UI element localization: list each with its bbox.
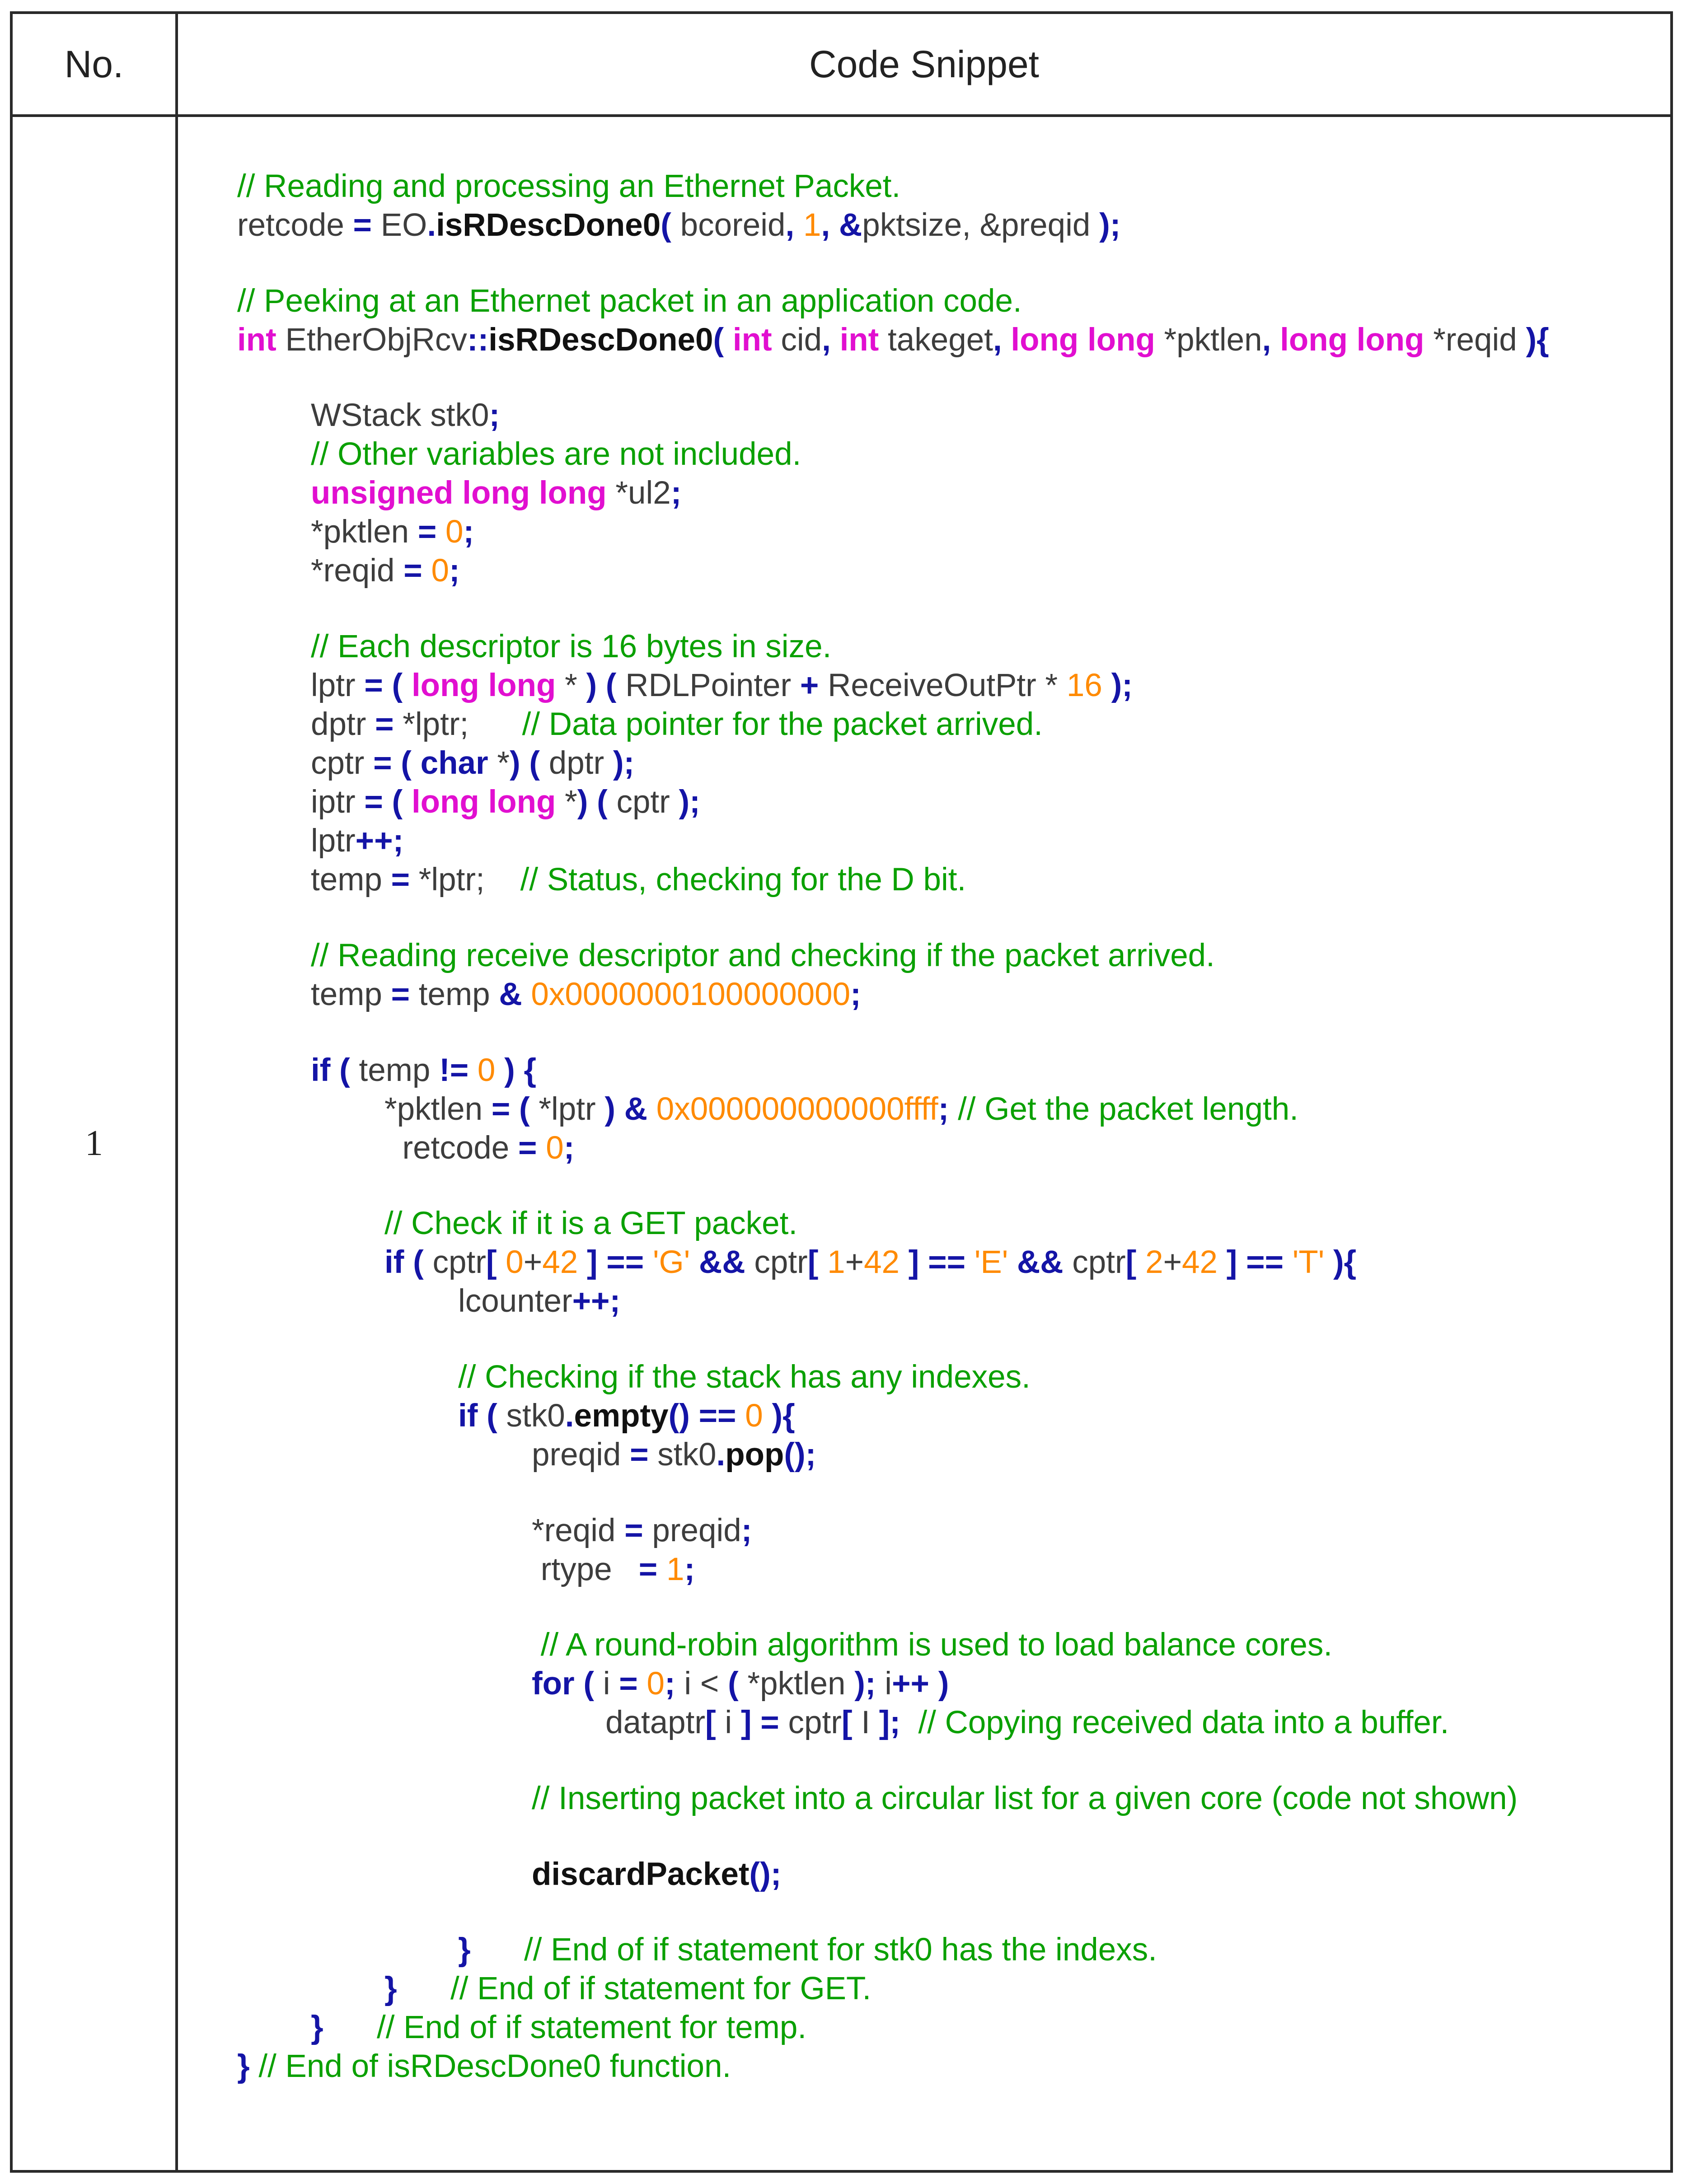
code-token: 0 [745, 1398, 763, 1434]
code-token: != [439, 1052, 469, 1088]
code-token: ); [613, 745, 635, 781]
code-token: // Each descriptor is 16 bytes in size. [311, 629, 832, 665]
code-token: 'G' [652, 1244, 690, 1281]
code-token: ) { [504, 1052, 537, 1088]
code-token: ){ [772, 1398, 795, 1434]
code-token [471, 1932, 524, 1968]
code-line [384, 1969, 871, 2008]
code-token: 'E' [974, 1244, 1008, 1281]
code-token [497, 1244, 506, 1280]
code-token [537, 1130, 546, 1166]
code-token [830, 207, 839, 243]
code-token: // Inserting packet into a circular list for a given core (code not shown) [532, 1781, 1518, 1816]
code-token: ; [850, 976, 861, 1012]
code-token: // Peeking at an Ethernet packet in an application code. [237, 283, 1022, 319]
code-token: } [384, 1971, 397, 2007]
code-line [384, 1090, 1298, 1129]
row-number: 1 [85, 1123, 103, 1163]
code-token: // Reading and processing an Ethernet Packet. [237, 168, 901, 204]
code-line [384, 1243, 1356, 1282]
code-token: * [488, 745, 510, 781]
code-line [311, 396, 500, 435]
code-token: long long [1011, 322, 1155, 358]
code-token: . [716, 1436, 726, 1473]
code-line [237, 206, 1120, 245]
code-line [532, 1665, 949, 1703]
code-token [900, 1244, 909, 1280]
code-token: = ( [364, 784, 403, 820]
code-token: 0 [546, 1130, 564, 1166]
code-token: cptr [779, 1705, 842, 1741]
code-token: = [624, 1512, 643, 1548]
code-token: *pktlen [1155, 322, 1262, 358]
code-token: i < [675, 1666, 728, 1702]
code-token [250, 2048, 259, 2084]
code-line [311, 822, 403, 861]
code-token: long long [411, 784, 556, 820]
code-token: stk0 [497, 1398, 565, 1434]
code-token [900, 1705, 918, 1740]
code-line [384, 1129, 574, 1168]
code-token: 42 [864, 1244, 900, 1281]
code-token: * [556, 668, 586, 704]
code-token: *pktlen [384, 1091, 492, 1127]
code-token [638, 1666, 647, 1702]
code-token: = [403, 553, 422, 589]
code-token [647, 1091, 656, 1127]
code-token: ; [664, 1666, 675, 1702]
code-token: cptr [745, 1244, 808, 1281]
code-token: cptr [1063, 1244, 1126, 1281]
code-token [422, 553, 431, 589]
header-code-snippet: Code Snippet [809, 42, 1040, 85]
code-line [311, 474, 681, 513]
code-token: // Get the packet length. [958, 1091, 1298, 1127]
code-line [532, 1626, 1332, 1665]
code-token: ; [670, 475, 682, 511]
code-token: long long [411, 668, 556, 704]
code-token: [ [486, 1244, 497, 1281]
code-token: 0 [647, 1666, 665, 1702]
code-line [532, 1436, 816, 1474]
code-line [532, 1779, 1518, 1818]
code-token: cptr [423, 1244, 486, 1281]
code-token: dptr [311, 706, 375, 743]
code-token [469, 1052, 478, 1088]
code-token: ; [489, 398, 500, 434]
code-token: i [716, 1705, 741, 1741]
code-token: = ( [364, 668, 403, 704]
code-token: = [630, 1436, 649, 1473]
code-token: 2 [1145, 1244, 1163, 1281]
code-token: *reqid [1424, 322, 1526, 358]
code-token: *ul2 [606, 475, 671, 511]
code-token: long long [1280, 322, 1424, 358]
code-token [478, 1398, 487, 1434]
code-token: bcoreid [671, 207, 786, 243]
code-token: ( [661, 207, 671, 243]
code-token: ) ( [577, 784, 608, 820]
code-token: = [391, 976, 410, 1012]
code-token: + [523, 1244, 543, 1281]
code-token: . [565, 1398, 574, 1434]
code-token: cptr [607, 784, 679, 820]
code-token: discardPacket [532, 1856, 750, 1892]
code-line [311, 975, 861, 1014]
code-token [1002, 322, 1011, 358]
code-token: // A round-robin algorithm is used to load balance cores. [540, 1627, 1333, 1663]
code-token: = [353, 207, 372, 243]
code-token: = ( [373, 745, 412, 781]
code-line [237, 321, 1549, 360]
code-token: ); [679, 784, 700, 820]
code-line [532, 1855, 781, 1894]
code-token: ; [938, 1091, 949, 1127]
code-token: = [375, 706, 394, 743]
code-line [311, 666, 1133, 705]
code-token: ; [463, 514, 474, 550]
code-token: & [839, 207, 862, 243]
code-token: pop [725, 1436, 784, 1473]
code-token: ) ( [586, 668, 617, 704]
code-token: cptr [311, 745, 374, 781]
code-token: unsigned long long [311, 475, 607, 511]
code-line [311, 783, 700, 822]
code-token: ) [938, 1666, 949, 1702]
code-token: *pktlen [311, 514, 418, 550]
code-token [763, 1398, 772, 1434]
code-token: for [532, 1666, 575, 1702]
code-token [403, 784, 412, 820]
code-token [578, 1244, 587, 1280]
code-token: } [237, 2048, 250, 2085]
code-token: temp [410, 976, 499, 1012]
code-token: ){ [1333, 1244, 1357, 1281]
code-token: ( [713, 322, 724, 358]
code-token: temp [311, 976, 391, 1012]
column-divider [175, 14, 178, 2170]
code-token: ( [583, 1666, 595, 1702]
code-token: i [876, 1666, 892, 1702]
code-token [1271, 322, 1280, 358]
code-token: = [518, 1130, 537, 1166]
code-token: ] == [908, 1244, 966, 1281]
code-token: isRDescDone0 [488, 322, 713, 358]
code-token: ; [684, 1551, 695, 1587]
code-token: *pktlen [738, 1666, 855, 1702]
code-token: , [785, 207, 795, 243]
code-token: [ [807, 1244, 819, 1281]
code-token: I [852, 1705, 879, 1741]
code-token: 0 [431, 553, 449, 589]
code-token: dptr [540, 745, 613, 781]
code-token [929, 1666, 938, 1702]
code-token [522, 977, 531, 1012]
code-token: = [417, 514, 437, 550]
code-token: ){ [1526, 322, 1549, 358]
code-token: ReceiveOutPtr * [819, 668, 1067, 704]
code-token: (); [749, 1856, 782, 1892]
code-token: // Copying received data into a buffer. [918, 1705, 1449, 1741]
code-token: dataptr [605, 1705, 706, 1741]
code-line [311, 936, 1215, 975]
code-token: :: [467, 322, 489, 358]
code-token: && [699, 1244, 745, 1281]
code-token: lcounter [458, 1283, 572, 1319]
code-token: // Reading receive descriptor and checking if the packet arrived. [311, 937, 1215, 973]
code-token [1102, 668, 1111, 703]
code-token: ; [741, 1512, 752, 1548]
code-token: iptr [311, 784, 365, 820]
code-token: ( [413, 1244, 424, 1281]
code-token [657, 1552, 666, 1587]
code-token [575, 1666, 584, 1702]
code-token: [ [1125, 1244, 1137, 1281]
code-token: cid [772, 322, 822, 358]
code-token: if [384, 1244, 404, 1281]
code-token: 0 [477, 1052, 496, 1088]
code-line [458, 1397, 795, 1436]
code-token: *lptr; [410, 862, 520, 898]
code-line [532, 1550, 695, 1589]
code-line [237, 2047, 731, 2086]
code-token [412, 745, 421, 781]
code-token: WStack stk0 [311, 398, 489, 434]
code-token: *reqid [532, 1512, 625, 1548]
code-token: 16 [1066, 668, 1102, 704]
code-token: ) & [604, 1091, 648, 1127]
code-line [311, 705, 1043, 744]
code-line [458, 1358, 1031, 1397]
code-token [965, 1244, 975, 1280]
code-token: // End of if statement for GET. [450, 1971, 871, 2007]
code-line [311, 744, 634, 783]
code-token [818, 1244, 827, 1280]
code-token: ] == [586, 1244, 644, 1281]
code-line [311, 552, 460, 590]
code-token: if [458, 1398, 478, 1434]
code-token: 0x000000000000ffff [656, 1091, 938, 1127]
code-token: () == [668, 1398, 736, 1434]
code-token [1008, 1244, 1017, 1280]
code-token: lptr [311, 823, 356, 859]
code-token: char [420, 745, 488, 781]
code-token: int [237, 322, 276, 358]
code-token: *reqid [311, 553, 404, 589]
code-token: if [311, 1052, 331, 1088]
code-token: ) ( [510, 745, 540, 781]
code-token: takeget [879, 322, 993, 358]
code-token: ); [854, 1666, 876, 1702]
code-token: ( [339, 1052, 350, 1088]
code-token: retcode [384, 1130, 518, 1166]
code-token: ( [728, 1666, 739, 1702]
code-token: ); [1099, 207, 1121, 243]
code-token: * [556, 784, 577, 820]
code-token: 0 [506, 1244, 524, 1281]
code-token: // End of if statement for temp. [377, 2010, 807, 2046]
code-token: // End of isRDescDone0 function. [258, 2048, 731, 2085]
code-token [436, 514, 445, 550]
code-token: temp [311, 862, 391, 898]
code-token: stk0 [648, 1436, 717, 1473]
code-token: ++; [355, 823, 404, 859]
code-token: 0 [445, 514, 464, 550]
code-token [1284, 1244, 1293, 1280]
code-token [1324, 1244, 1333, 1280]
code-token: ] = [740, 1705, 779, 1741]
code-token: retcode [237, 207, 353, 243]
code-token: 1 [827, 1244, 845, 1281]
code-token: [ [705, 1705, 716, 1741]
code-token: // Checking if the stack has any indexes. [458, 1359, 1031, 1395]
code-line [311, 627, 831, 666]
code-token [403, 668, 412, 703]
code-token: // End of if statement for stk0 has the indexs. [524, 1932, 1157, 1968]
code-token: preqid [643, 1512, 741, 1548]
code-token: } [458, 1932, 471, 1968]
code-token [644, 1244, 653, 1280]
code-line [532, 1511, 752, 1550]
code-token: i [594, 1666, 619, 1702]
code-token: isRDescDone0 [436, 207, 661, 243]
code-token: + [1163, 1244, 1182, 1281]
code-line [311, 861, 966, 899]
code-token [794, 207, 803, 243]
code-token: ; [449, 553, 460, 589]
code-token [831, 322, 840, 358]
code-line [605, 1703, 1449, 1742]
code-token: ] == [1226, 1244, 1284, 1281]
code-line [384, 1204, 797, 1243]
code-line [237, 167, 900, 206]
code-token: empty [574, 1398, 669, 1434]
code-token [736, 1398, 745, 1434]
code-token: ( [487, 1398, 497, 1434]
code-token: . [427, 207, 436, 243]
code-token: , [822, 322, 831, 358]
code-token: EtherObjRcv [276, 322, 467, 358]
code-token [404, 1244, 413, 1280]
code-token [1218, 1244, 1227, 1280]
code-token [397, 1971, 450, 2006]
code-token [330, 1052, 339, 1088]
code-token: preqid [532, 1436, 630, 1473]
code-token [1136, 1244, 1145, 1280]
code-token: ++; [572, 1283, 621, 1319]
code-line [311, 435, 801, 474]
code-token: 1 [803, 207, 821, 243]
code-token: (); [784, 1436, 816, 1473]
code-line [311, 513, 474, 552]
code-token: , [821, 207, 830, 243]
code-token [724, 322, 733, 358]
code-token: rtype [532, 1551, 639, 1587]
code-token: } [311, 2010, 323, 2046]
code-token: // Other variables are not included. [311, 436, 801, 472]
code-token: // Data pointer for the packet arrived. [522, 706, 1043, 743]
code-token: 42 [542, 1244, 578, 1281]
code-line [458, 1282, 620, 1321]
code-line [458, 1931, 1157, 1969]
code-token: *lptr; [394, 706, 522, 743]
header-no: No. [64, 42, 124, 85]
code-token [690, 1244, 699, 1280]
code-token: && [1017, 1244, 1064, 1281]
code-token: int [839, 322, 879, 358]
code-token: lptr [311, 668, 365, 704]
code-token: int [732, 322, 772, 358]
code-token: , [993, 322, 1002, 358]
code-token [949, 1091, 958, 1127]
code-token: = ( [491, 1091, 530, 1127]
code-token: [ [841, 1705, 853, 1741]
code-token: pktsize, &preqid [862, 207, 1100, 243]
code-line [311, 2008, 806, 2047]
code-token: temp [350, 1052, 440, 1088]
code-token: // Status, checking for the D bit. [520, 862, 966, 898]
code-token: 0x0000000100000000 [531, 976, 851, 1012]
code-token: 1 [666, 1551, 684, 1587]
code-token: EO [372, 207, 427, 243]
code-line [237, 282, 1022, 321]
code-token: = [391, 862, 410, 898]
code-token: & [499, 976, 522, 1012]
header-divider [13, 114, 1670, 117]
code-token: ]; [879, 1705, 901, 1741]
code-token: ++ [892, 1666, 929, 1702]
code-token: ); [1111, 668, 1133, 704]
code-token: // Check if it is a GET packet. [384, 1206, 798, 1242]
code-token: + [845, 1244, 864, 1281]
code-token: ; [563, 1130, 575, 1166]
code-token: = [619, 1666, 638, 1702]
code-token [323, 2010, 377, 2045]
code-token: = [638, 1551, 658, 1587]
code-line [311, 1051, 536, 1090]
code-token: 42 [1182, 1244, 1218, 1281]
code-token [532, 1627, 541, 1663]
code-token: *lptr [529, 1091, 605, 1127]
code-token: + [800, 668, 819, 704]
code-token: , [1262, 322, 1271, 358]
code-token: RDLPointer [616, 668, 800, 704]
code-token [495, 1052, 504, 1088]
code-token: 'T' [1292, 1244, 1325, 1281]
